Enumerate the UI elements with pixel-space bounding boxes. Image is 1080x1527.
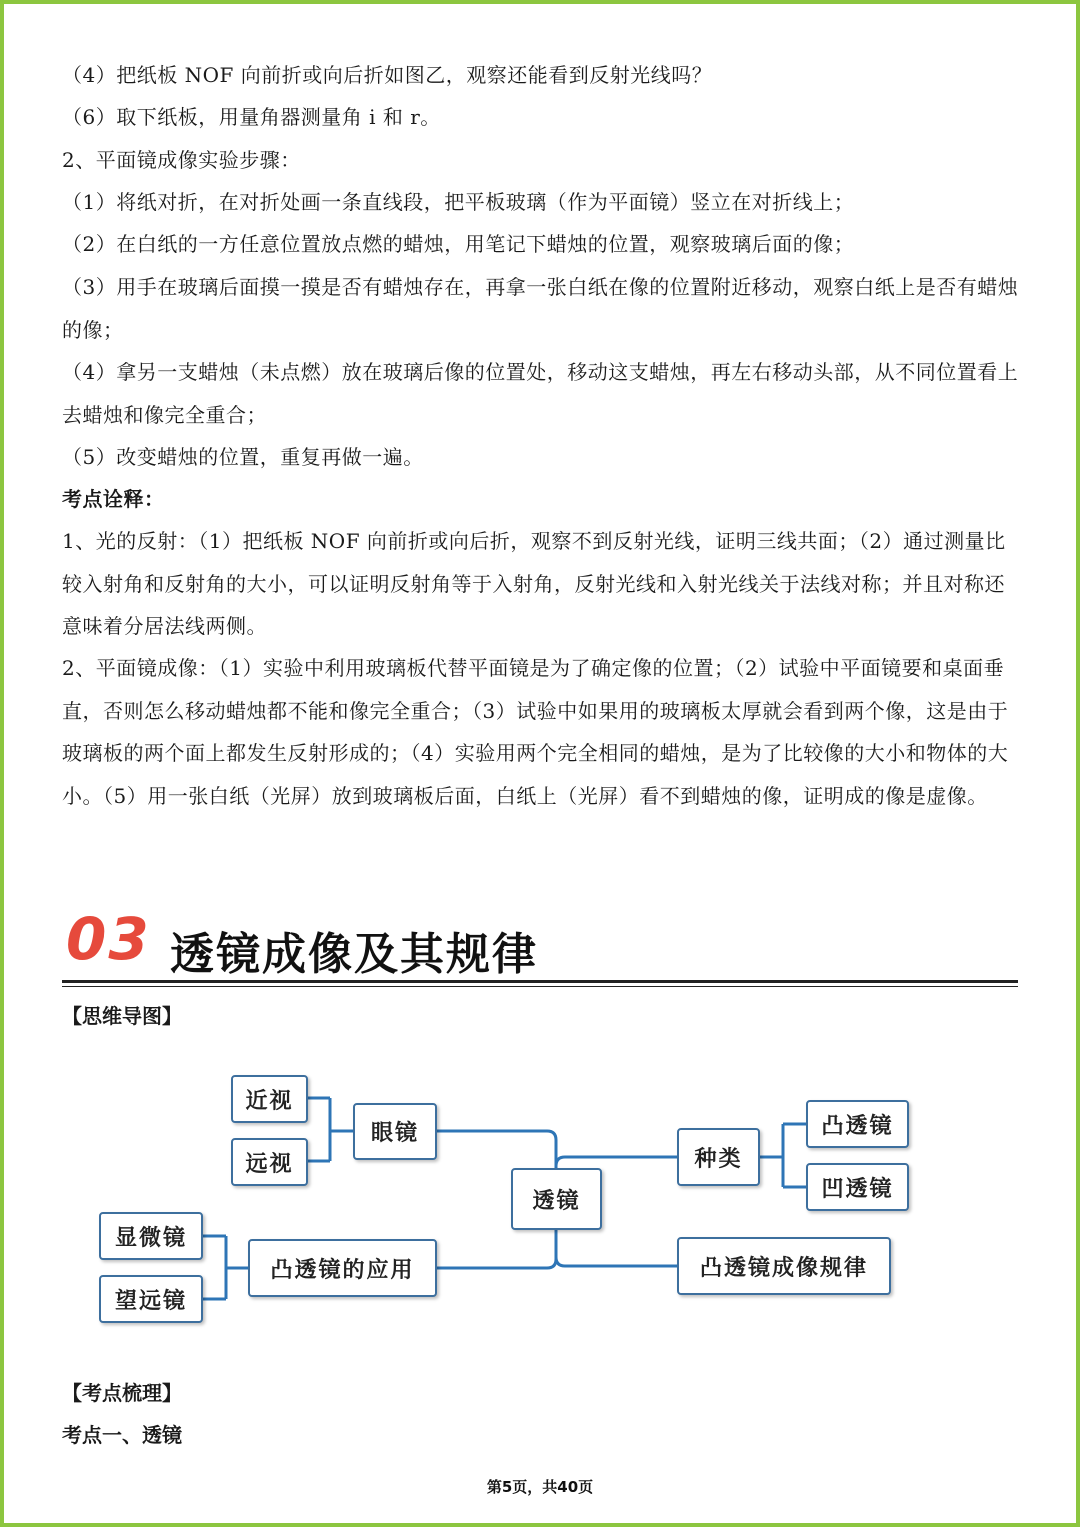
node-microscope: 显微镜 — [99, 1212, 203, 1260]
node-convex-application: 凸透镜的应用 — [248, 1239, 437, 1297]
topic-one-heading: 考点一、透镜 — [62, 1423, 182, 1447]
paragraph-mirror-step-2: （2）在白纸的一方任意位置放点燃的蜡烛，用笔记下蜡烛的位置，观察玻璃后面的像； — [62, 232, 855, 256]
node-glasses: 眼镜 — [353, 1103, 437, 1160]
paragraph-mirror-step-5: （5）改变蜡烛的位置，重复再做一遍。 — [62, 445, 424, 469]
paragraph-step-4: （4）把纸板 NOF 向前折或向后折如图乙，观察还能看到反射光线吗？ — [62, 63, 713, 87]
explanation-plane-mirror: 2、平面镜成像：（1）实验中利用玻璃板代替平面镜是为了确定像的位置；（2）试验中平面镜要和桌面垂直，否则怎么移动蜡烛都不能和像完全重合；（3）试验中如果用的玻璃板太厚就会看到两个像，这是由于玻璃板的两个面上都发生反射形成的；（4）实验用两个完全相同的蜡烛，是为了比较像的大小和物体的大小。（5）用一张白纸（光屏）放到玻璃板后面，白纸上（光屏）看不到蜡烛的像，证明成的像是虚像。 — [62, 656, 1009, 808]
node-types: 种类 — [677, 1128, 760, 1186]
node-telescope: 望远镜 — [99, 1275, 203, 1323]
node-convex-lens: 凸透镜 — [806, 1100, 909, 1148]
section-number: 03 — [66, 905, 151, 973]
node-imaging-rule: 凸透镜成像规律 — [677, 1237, 891, 1295]
node-lens-center: 透镜 — [511, 1168, 602, 1230]
paragraph-step-6: （6）取下纸板，用量角器测量角 i 和 r。 — [62, 105, 441, 129]
mindmap-label: 【思维导图】 — [62, 1004, 182, 1028]
paragraph-mirror-step-3: （3）用手在玻璃后面摸一摸是否有蜡烛存在，再拿一张白纸在像的位置附近移动，观察白纸上是否有蜡烛的像； — [62, 275, 1019, 342]
node-concave-lens: 凹透镜 — [806, 1163, 909, 1211]
page-footer: 第5页，共40页 — [486, 1478, 594, 1496]
paragraph-mirror-step-4: （4）拿另一支蜡烛（未点燃）放在玻璃后像的位置处，移动这支蜡烛，再左右移动头部，从不同位置看上去蜡烛和像完全重合； — [62, 360, 1019, 427]
explanation-reflection: 1、光的反射：（1）把纸板 NOF 向前折或向后折，观察不到反射光线，证明三线共面；（2）通过测量比较入射角和反射角的大小，可以证明反射角等于入射角，反射光线和入射光线关于法线对称；并且对称还意味着分居法线两侧。 — [62, 529, 1006, 638]
connector-center-glasses — [437, 1131, 556, 1168]
connector-center-rule — [556, 1230, 677, 1266]
node-near-sighted: 近视 — [231, 1075, 308, 1123]
kaodian-heading: 考点诠释： — [62, 487, 165, 511]
paragraph-mirror-step-1: （1）将纸对折，在对折处画一条直线段，把平板玻璃（作为平面镜）竖立在对折线上； — [62, 190, 855, 214]
paragraph-mirror-heading: 2、平面镜成像实验步骤： — [62, 148, 301, 172]
section-title: 透镜成像及其规律 — [170, 929, 538, 980]
connector-center-application — [437, 1230, 556, 1268]
kaodian-shuli-label: 【考点梳理】 — [62, 1381, 182, 1405]
connector-center-types — [556, 1157, 677, 1168]
node-far-sighted: 远视 — [231, 1138, 308, 1186]
